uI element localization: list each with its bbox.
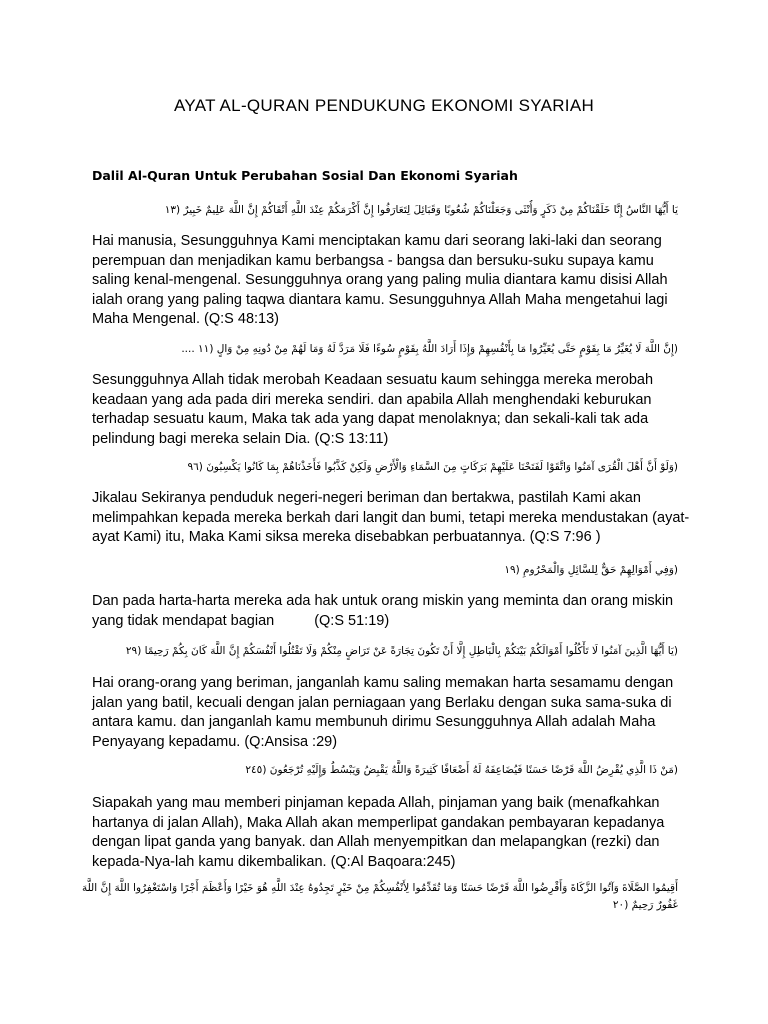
verse-translation <box>92 794 692 872</box>
translation-main: Dan pada harta-harta mereka ada hak untuk orang miskin yang meminta dan orang miskin yang tidak mendapat bagian <box>92 593 674 629</box>
translation-text: Hai manusia, Sesungguhnya Kami menciptakan kamu dari seorang laki-laki dan seorang perempuan dan menjadikan kamu berbangsa - bangsa dan bersuku-suku supaya kamu saling kenal-mengenal. Sesungguhnya orang yang paling mulia diantara kamu disisi Allah ialah orang yang paling taqwa diantara kamu. Sesungguhnya Allah Maha mengetahui lagi Maha Mengenal. (Q:S 48:13) <box>92 233 668 327</box>
arabic-verse: (مَنْ ذَا الَّذِي يُقْرِضُ اللَّهَ قَرْضًا حَسَنًا فَيُضَاعِفَهُ لَهُ أَضْعَافًا كَثِيرَةً وَاللَّهُ يَقْبِضُ وَيَبْسُطُ وَإِلَيْهِ تُرْجَعُونَ (٢٤٥ <box>245 764 678 776</box>
verse-reference: (Q:S 51:19) <box>314 612 390 629</box>
section-subtitle: Dalil Al-Quran Untuk Perubahan Sosial Dan Ekonomi Syariah <box>92 168 518 183</box>
page-title: AYAT AL-QURAN PENDUKUNG EKONOMI SYARIAH <box>173 96 595 115</box>
arabic-verse: (يَا أَيُّهَا الَّذِينَ آمَنُوا لَا تَأْكُلُوا أَمْوَالَكُمْ بَيْنَكُمْ بِالْبَاطِلِ إِلَّا أَنْ تَكُونَ تِجَارَةً عَنْ تَرَاضٍ مِنْكُمْ وَلَا تَقْتُلُوا أَنْفُسَكُمْ إِنَّ اللَّهَ كَانَ بِكُمْ رَحِيمًا (٢٩ <box>125 645 678 657</box>
arabic-verse: يَا أَيُّهَا النَّاسُ إِنَّا خَلَقْنَاكُمْ مِنْ ذَكَرٍ وَأُنْثَى وَجَعَلْنَاكُمْ شُعُوبًا وَقَبَائِلَ لِتَعَارَفُوا إِنَّ أَكْرَمَكُمْ عِنْدَ اللَّهِ أَتْقَاكُمْ إِنَّ اللَّهَ عَلِيمٌ خَبِيرٌ (١٣ <box>164 204 678 216</box>
arabic-verse: أَقِيمُوا الصَّلَاةَ وَآتُوا الزَّكَاةَ وَأَقْرِضُوا اللَّهَ قَرْضًا حَسَنًا وَمَا تُقَدِّمُوا لِأَنْفُسِكُمْ مِنْ خَيْرٍ تَجِدُوهُ عِنْدَ اللَّهِ هُوَ خَيْرًا وَأَعْظَمَ أَجْرًا وَاسْتَغْفِرُوا اللَّهَ إِنَّ اللَّهَ غَفُورٌ رَحِيمٌ (٢٠ <box>81 882 678 911</box>
verse-translation <box>92 674 692 752</box>
translation-text: Hai orang-orang yang beriman, janganlah kamu saling memakan harta sesamamu dengan jalan yang batil, kecuali dengan jalan perniagaan yang Berlaku dengan suka sama-suka di antara kamu. dan janganlah kamu membunuh dirimu Sesungguhnya Allah adalah Maha Penyayang kepadamu. (Q:Ansisa :29) <box>92 675 674 750</box>
verse-translation <box>92 232 692 330</box>
translation-text: Jikalau Sekiranya penduduk negeri-negeri beriman dan bertakwa, pastilah Kami akan melimpahkan kepada mereka berkah dari langit dan bumi, tetapi mereka mendustakan (ayat-ayat Kami) itu, Maka Kami siksa mereka disebabkan perbuatannya. (Q:S 7:96 ) <box>92 490 690 545</box>
translation-text: Siapakah yang mau memberi pinjaman kepada Allah, pinjaman yang baik (menafkahkan hartanya di jalan Allah), Maka Allah akan memperlipat gandakan pembayaran kepadanya dengan lipat ganda yang banyak. dan Allah menyempitkan dan melapangkan (rezki) dan kepada-Nya-lah kamu dikembalikan. (Q:Al Baqoara:245) <box>92 795 665 870</box>
verse-translation <box>92 371 692 449</box>
translation-text: Sesungguhnya Allah tidak merobah Keadaan sesuatu kaum sehingga mereka merobah keadaan yang ada pada diri mereka sendiri. dan apabila Allah menghendaki keburukan terhadap sesuatu kaum, Maka tak ada yang dapat menolaknya; dan sekali-kali tak ada pelindung bagi mereka selain Dia. (Q:S 13:11) <box>92 372 654 447</box>
verse-translation <box>92 592 692 631</box>
verse-translation <box>92 489 692 548</box>
translation-text <box>92 592 692 631</box>
arabic-verse: (وَفِي أَمْوَالِهِمْ حَقٌّ لِلسَّائِلِ وَالْمَحْرُومِ (١٩ <box>504 564 678 576</box>
arabic-verse: (إِنَّ اللَّهَ لَا يُغَيِّرُ مَا بِقَوْمٍ حَتَّى يُغَيِّرُوا مَا بِأَنْفُسِهِمْ وَإِذَا أَرَادَ اللَّهُ بِقَوْمٍ سُوءًا فَلَا مَرَدَّ لَهُ وَمَا لَهُمْ مِنْ دُونِهِ مِنْ وَالٍ (١١ .... <box>181 343 678 355</box>
arabic-verse: (وَلَوْ أَنَّ أَهْلَ الْقُرَى آمَنُوا وَاتَّقَوْا لَفَتَحْنَا عَلَيْهِمْ بَرَكَاتٍ مِنَ السَّمَاءِ وَالْأَرْضِ وَلَكِنْ كَذَّبُوا فَأَخَذْنَاهُمْ بِمَا كَانُوا يَكْسِبُونَ (٩٦ <box>187 461 678 473</box>
